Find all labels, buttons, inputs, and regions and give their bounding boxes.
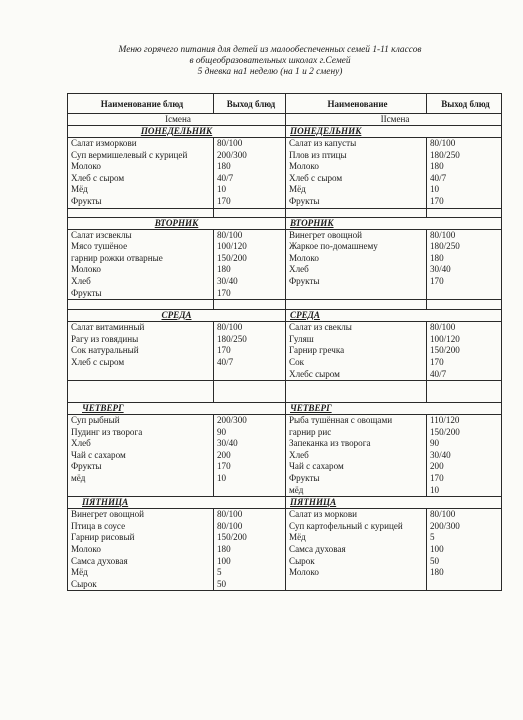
dish-output: 200 xyxy=(430,461,444,472)
spacer-cell xyxy=(427,381,502,403)
day-items-row xyxy=(68,322,502,381)
dish-name: Салат из капусты xyxy=(289,138,357,148)
dish-name: Чай с сахаром xyxy=(71,449,126,460)
dish-output: 150/200 xyxy=(430,345,460,356)
dish-name: Мёд xyxy=(289,184,306,195)
dish-output: 180/250 xyxy=(217,333,247,344)
dish-name: Салат из свеклы xyxy=(289,322,352,333)
dish-name: Фрукты xyxy=(289,473,320,484)
spacer-cell xyxy=(68,381,214,403)
dish-name: Мёд xyxy=(71,184,88,195)
dish-name: Молоко xyxy=(71,264,101,275)
dish-name: Фрукты xyxy=(71,461,102,472)
dish-name: Фрукты xyxy=(71,195,102,206)
dish-output: 180/250 xyxy=(430,241,460,252)
day-name-right: ПОНЕДЕЛЬНИК xyxy=(286,126,502,138)
dish-name: Мёд xyxy=(289,532,306,543)
day-header-row xyxy=(68,403,502,415)
day-name-right: ЧЕТВЕРГ xyxy=(286,403,502,415)
dish-name: Фрукты xyxy=(289,195,320,206)
shift-right: IIсмена xyxy=(286,114,502,126)
day-items-row xyxy=(68,509,502,591)
dish-output: 170 xyxy=(430,473,444,484)
dish-name: Молоко xyxy=(289,161,319,172)
right-dish-cell xyxy=(286,509,427,591)
dish-output: 200/300 xyxy=(217,415,247,426)
right-output-cell xyxy=(427,138,502,209)
spacer-cell xyxy=(214,208,286,217)
left-dish-cell xyxy=(68,322,214,381)
dish-name: Хлеб xyxy=(71,275,91,286)
dish-output: 30/40 xyxy=(217,275,238,286)
dish-output: 150/200 xyxy=(217,252,247,263)
dish-name: Самса духовая xyxy=(71,555,128,566)
dish-name: Фрукты xyxy=(289,275,320,286)
dish-name: Запеканка из творога xyxy=(289,438,371,449)
dish-name: Рагу из говядины xyxy=(71,333,139,344)
dish-name: Салат изсвеклы xyxy=(71,229,132,240)
header-right-dish: Наименование xyxy=(286,94,427,114)
dish-name: Сок xyxy=(289,356,305,367)
dish-name: Жаркое по-домашнему xyxy=(289,241,378,252)
dish-output: 200/300 xyxy=(217,149,247,160)
dish-output: 80/100 xyxy=(217,509,243,520)
dish-output: 80/100 xyxy=(430,229,456,240)
dish-name: Сырок xyxy=(71,578,97,589)
dish-output: 170 xyxy=(217,287,231,298)
dish-output: 10 xyxy=(430,484,440,495)
dish-output: 170 xyxy=(217,461,231,472)
dish-output: 200 xyxy=(217,449,231,460)
left-output-cell xyxy=(214,138,286,209)
title-line-3: 5 дневка на1 неделю (на 1 и 2 смену) xyxy=(197,67,343,78)
dish-name: Хлеб xyxy=(289,264,309,275)
dish-output: 170 xyxy=(430,356,444,367)
left-dish-cell xyxy=(68,229,214,300)
dish-name: Мясо тушёное xyxy=(71,241,128,252)
dish-output: 10 xyxy=(217,184,227,195)
dish-output: 180/250 xyxy=(430,149,460,160)
dish-output: 150/200 xyxy=(430,426,460,437)
title-line-2: в общеобразовательных школах г.Семей xyxy=(189,56,351,67)
left-dish-cell xyxy=(68,509,214,591)
dish-output: 5 xyxy=(217,567,222,578)
dish-name: Чай с сахаром xyxy=(289,461,344,472)
spacer-cell xyxy=(286,208,427,217)
dish-name: Молоко xyxy=(289,567,319,578)
dish-name: Хлеб с сыром xyxy=(71,172,125,183)
dish-output: 110/120 xyxy=(430,415,460,426)
dish-name: Хлебс сыром xyxy=(289,368,340,379)
dish-name: Гарнир рисовый xyxy=(71,532,135,543)
dish-name: Сырок xyxy=(289,555,315,566)
dish-output: 170 xyxy=(217,195,231,206)
dish-name: Пудинг из творога xyxy=(71,426,143,437)
left-output-cell xyxy=(214,415,286,497)
dish-output: 170 xyxy=(430,275,444,286)
dish-name: Молоко xyxy=(71,161,101,172)
dish-name: гарнир рожки отварные xyxy=(71,252,163,263)
right-output-cell xyxy=(427,322,502,381)
dish-output: 5 xyxy=(430,532,435,543)
header-right-output: Выход блюд xyxy=(427,94,502,114)
dish-name: Рыба тушённая с овощами xyxy=(289,415,393,426)
dish-name: Хлеб с сыром xyxy=(71,356,125,367)
day-name-left: ПОНЕДЕЛЬНИК xyxy=(68,126,286,138)
right-output-cell xyxy=(427,415,502,497)
spacer-cell xyxy=(68,208,214,217)
dish-name: Суп рыбный xyxy=(71,415,120,426)
day-items-row xyxy=(68,415,502,497)
dish-name: Плов из птицы xyxy=(289,149,347,160)
day-name-left: ЧЕТВЕРГ xyxy=(68,403,286,415)
dish-output: 170 xyxy=(217,345,231,356)
header-row xyxy=(68,94,502,114)
dish-output: 180 xyxy=(430,252,444,263)
dish-name: мёд xyxy=(71,473,86,484)
day-items-row xyxy=(68,229,502,300)
spacer-cell xyxy=(214,300,286,310)
day-header-row xyxy=(68,310,502,322)
dish-output: 80/100 xyxy=(217,520,243,531)
dish-output: 200/300 xyxy=(430,520,460,531)
dish-output: 180 xyxy=(217,161,231,172)
dish-output: 30/40 xyxy=(217,438,238,449)
dish-output: 100 xyxy=(430,544,444,555)
spacer-row xyxy=(68,381,502,403)
dish-name: Салат из моркови xyxy=(289,509,358,520)
right-output-cell xyxy=(427,509,502,591)
dish-name: Суп вермишелевый с курицей xyxy=(71,149,188,160)
day-header-row xyxy=(68,126,502,138)
right-dish-cell xyxy=(286,322,427,381)
left-output-cell xyxy=(214,229,286,300)
day-name-right: СРЕДА xyxy=(286,310,502,322)
right-dish-cell xyxy=(286,229,427,300)
shift-row xyxy=(68,114,502,126)
spacer-row xyxy=(68,208,502,217)
dish-output: 40/7 xyxy=(217,172,234,183)
dish-output: 30/40 xyxy=(430,449,451,460)
dish-output: 100/120 xyxy=(217,241,247,252)
day-header-row xyxy=(68,217,502,229)
dish-output: 80/100 xyxy=(430,509,456,520)
dish-name: мёд xyxy=(289,484,304,495)
dish-name: Винегрет овощной xyxy=(71,509,145,520)
dish-output: 100 xyxy=(217,555,231,566)
dish-output: 40/7 xyxy=(430,172,447,183)
dish-name: Молоко xyxy=(71,544,101,555)
dish-output: 80/100 xyxy=(430,138,456,148)
dish-name: Сок натуральный xyxy=(71,345,139,356)
dish-name: Мёд xyxy=(71,567,88,578)
left-dish-cell xyxy=(68,415,214,497)
dish-name: Фрукты xyxy=(71,287,102,298)
shift-left: Iсмена xyxy=(68,114,286,126)
dish-name: Гуляш xyxy=(289,333,314,344)
dish-output: 10 xyxy=(217,473,227,484)
spacer-cell xyxy=(286,381,427,403)
menu-body xyxy=(68,114,502,591)
title-line-1: Меню горячего питания для детей из малообеспеченных семей 1-11 классов xyxy=(118,45,422,55)
dish-name: Винегрет овощной xyxy=(289,229,363,240)
right-dish-cell xyxy=(286,415,427,497)
menu-table xyxy=(67,93,502,591)
dish-name: Суп картофельный с курицей xyxy=(289,520,403,531)
dish-output: 90 xyxy=(430,438,440,449)
left-output-cell xyxy=(214,322,286,381)
dish-output: 80/100 xyxy=(217,138,243,148)
right-dish-cell xyxy=(286,138,427,209)
dish-output: 100/120 xyxy=(430,333,460,344)
dish-output: 50 xyxy=(217,578,227,589)
day-name-left: ВТОРНИК xyxy=(68,217,286,229)
dish-output: 10 xyxy=(430,184,440,195)
dish-output: 80/100 xyxy=(217,322,243,333)
dish-name: Гарнир гречка xyxy=(289,345,345,356)
dish-output: 40/7 xyxy=(430,368,447,379)
dish-name: Салат витаминный xyxy=(71,322,145,333)
day-name-right: ВТОРНИК xyxy=(286,217,502,229)
document-title xyxy=(40,45,500,79)
header-left-dish: Наименование блюд xyxy=(68,94,214,114)
dish-output: 40/7 xyxy=(217,356,234,367)
dish-name: Хлеб с сыром xyxy=(289,172,343,183)
right-output-cell xyxy=(427,229,502,300)
dish-output: 180 xyxy=(217,264,231,275)
dish-name: Хлеб xyxy=(289,449,309,460)
spacer-cell xyxy=(427,208,502,217)
dish-name: Хлеб xyxy=(71,438,91,449)
spacer-cell xyxy=(68,300,214,310)
dish-name: Молоко xyxy=(289,252,319,263)
day-name-right: ПЯТНИЦА xyxy=(286,497,502,509)
dish-name: Самса духовая xyxy=(289,544,346,555)
dish-name: Салат изморкови xyxy=(71,138,137,148)
dish-output: 90 xyxy=(217,426,227,437)
dish-output: 80/100 xyxy=(217,229,243,240)
dish-output: 30/40 xyxy=(430,264,451,275)
day-header-row xyxy=(68,497,502,509)
dish-output: 180 xyxy=(430,161,444,172)
spacer-cell xyxy=(427,300,502,310)
header-left-output: Выход блюд xyxy=(214,94,286,114)
day-name-left: ПЯТНИЦА xyxy=(68,497,286,509)
dish-name: гарнир рис xyxy=(289,426,332,437)
left-dish-cell xyxy=(68,138,214,209)
day-items-row xyxy=(68,138,502,209)
dish-output: 80/100 xyxy=(430,322,456,333)
spacer-cell xyxy=(214,381,286,403)
dish-output: 180 xyxy=(430,567,444,578)
dish-output: 150/200 xyxy=(217,532,247,543)
dish-output: 180 xyxy=(217,544,231,555)
dish-output: 50 xyxy=(430,555,440,566)
left-output-cell xyxy=(214,509,286,591)
spacer-row xyxy=(68,300,502,310)
spacer-cell xyxy=(286,300,427,310)
dish-output: 170 xyxy=(430,195,444,206)
day-name-left: СРЕДА xyxy=(68,310,286,322)
dish-name: Птица в соусе xyxy=(71,520,126,531)
